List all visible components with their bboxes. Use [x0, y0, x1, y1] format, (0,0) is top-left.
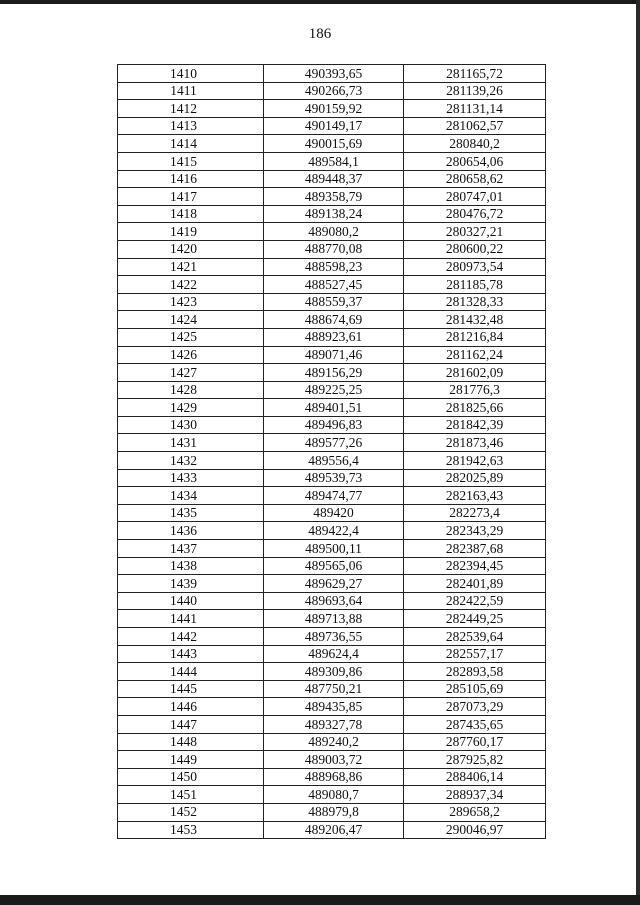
x-coordinate-cell: 489401,51 [264, 399, 404, 417]
y-coordinate-cell: 282401,89 [404, 575, 546, 593]
point-number-cell: 1413 [118, 117, 264, 135]
x-coordinate-cell: 489539,73 [264, 469, 404, 487]
table-row [118, 680, 546, 698]
table-row [118, 416, 546, 434]
y-coordinate-cell: 287925,82 [404, 751, 546, 769]
x-coordinate-cell: 489624,4 [264, 645, 404, 663]
table-row [118, 645, 546, 663]
y-coordinate-cell: 289658,2 [404, 803, 546, 821]
x-coordinate-cell: 489474,77 [264, 487, 404, 505]
point-number-cell: 1431 [118, 434, 264, 452]
y-coordinate-cell: 282163,43 [404, 487, 546, 505]
table-row [118, 170, 546, 188]
point-number-cell: 1410 [118, 65, 264, 83]
page-number: 186 [308, 26, 332, 42]
table-row [118, 152, 546, 170]
x-coordinate-cell: 489500,11 [264, 540, 404, 558]
y-coordinate-cell: 285105,69 [404, 680, 546, 698]
y-coordinate-cell: 280600,22 [404, 240, 546, 258]
table-row [118, 82, 546, 100]
table-row [118, 575, 546, 593]
point-number-cell: 1442 [118, 628, 264, 646]
y-coordinate-cell: 280658,62 [404, 170, 546, 188]
table-row [118, 258, 546, 276]
x-coordinate-cell: 489156,29 [264, 364, 404, 382]
table-row [118, 751, 546, 769]
point-number-cell: 1453 [118, 821, 264, 839]
point-number-cell: 1426 [118, 346, 264, 364]
point-number-cell: 1417 [118, 188, 264, 206]
y-coordinate-cell: 282273,4 [404, 504, 546, 522]
point-number-cell: 1422 [118, 276, 264, 294]
x-coordinate-cell: 489206,47 [264, 821, 404, 839]
x-coordinate-cell: 488979,8 [264, 803, 404, 821]
point-number-cell: 1438 [118, 557, 264, 575]
y-coordinate-cell: 288406,14 [404, 768, 546, 786]
x-coordinate-cell: 489225,25 [264, 381, 404, 399]
point-number-cell: 1448 [118, 733, 264, 751]
scan-edge-bottom [0, 895, 640, 905]
y-coordinate-cell: 281328,33 [404, 293, 546, 311]
table-row [118, 399, 546, 417]
coordinates-table [117, 64, 546, 839]
x-coordinate-cell: 489496,83 [264, 416, 404, 434]
table-row [118, 293, 546, 311]
table-row [118, 768, 546, 786]
x-coordinate-cell: 490393,65 [264, 65, 404, 83]
scan-edge-right [636, 0, 640, 905]
x-coordinate-cell: 488598,23 [264, 258, 404, 276]
table-row [118, 188, 546, 206]
table-row [118, 610, 546, 628]
y-coordinate-cell: 280654,06 [404, 152, 546, 170]
table-row [118, 540, 546, 558]
x-coordinate-cell: 490149,17 [264, 117, 404, 135]
x-coordinate-cell: 489565,06 [264, 557, 404, 575]
table-row [118, 628, 546, 646]
x-coordinate-cell: 489435,85 [264, 698, 404, 716]
x-coordinate-cell: 488923,61 [264, 328, 404, 346]
x-coordinate-cell: 489736,55 [264, 628, 404, 646]
point-number-cell: 1443 [118, 645, 264, 663]
x-coordinate-cell: 490266,73 [264, 82, 404, 100]
y-coordinate-cell: 281602,09 [404, 364, 546, 382]
point-number-cell: 1429 [118, 399, 264, 417]
table-row [118, 803, 546, 821]
y-coordinate-cell: 280840,2 [404, 135, 546, 153]
table-row [118, 223, 546, 241]
x-coordinate-cell: 489358,79 [264, 188, 404, 206]
x-coordinate-cell: 489448,37 [264, 170, 404, 188]
table-row [118, 346, 546, 364]
y-coordinate-cell: 282539,64 [404, 628, 546, 646]
y-coordinate-cell: 281062,57 [404, 117, 546, 135]
table-row [118, 469, 546, 487]
x-coordinate-cell: 488770,08 [264, 240, 404, 258]
y-coordinate-cell: 282422,59 [404, 592, 546, 610]
point-number-cell: 1414 [118, 135, 264, 153]
table-row [118, 434, 546, 452]
table-row [118, 205, 546, 223]
x-coordinate-cell: 489422,4 [264, 522, 404, 540]
coordinates-table-body [118, 65, 546, 839]
point-number-cell: 1432 [118, 452, 264, 470]
x-coordinate-cell: 489629,27 [264, 575, 404, 593]
table-row [118, 821, 546, 839]
y-coordinate-cell: 287435,65 [404, 715, 546, 733]
y-coordinate-cell: 281776,3 [404, 381, 546, 399]
point-number-cell: 1411 [118, 82, 264, 100]
table-row [118, 328, 546, 346]
y-coordinate-cell: 280973,54 [404, 258, 546, 276]
point-number-cell: 1452 [118, 803, 264, 821]
x-coordinate-cell: 488527,45 [264, 276, 404, 294]
point-number-cell: 1444 [118, 663, 264, 681]
point-number-cell: 1441 [118, 610, 264, 628]
table-row [118, 733, 546, 751]
x-coordinate-cell: 489240,2 [264, 733, 404, 751]
x-coordinate-cell: 489556,4 [264, 452, 404, 470]
y-coordinate-cell: 281842,39 [404, 416, 546, 434]
y-coordinate-cell: 282557,17 [404, 645, 546, 663]
point-number-cell: 1425 [118, 328, 264, 346]
table-row [118, 117, 546, 135]
y-coordinate-cell: 282893,58 [404, 663, 546, 681]
table-row [118, 276, 546, 294]
point-number-cell: 1424 [118, 311, 264, 329]
y-coordinate-cell: 281185,78 [404, 276, 546, 294]
point-number-cell: 1415 [118, 152, 264, 170]
y-coordinate-cell: 281162,24 [404, 346, 546, 364]
y-coordinate-cell: 281432,48 [404, 311, 546, 329]
point-number-cell: 1416 [118, 170, 264, 188]
table-row [118, 100, 546, 118]
x-coordinate-cell: 489327,78 [264, 715, 404, 733]
point-number-cell: 1423 [118, 293, 264, 311]
x-coordinate-cell: 489584,1 [264, 152, 404, 170]
table-row [118, 786, 546, 804]
table-row [118, 364, 546, 382]
point-number-cell: 1427 [118, 364, 264, 382]
point-number-cell: 1434 [118, 487, 264, 505]
table-row [118, 487, 546, 505]
table-row [118, 311, 546, 329]
point-number-cell: 1447 [118, 715, 264, 733]
point-number-cell: 1430 [118, 416, 264, 434]
point-number-cell: 1440 [118, 592, 264, 610]
x-coordinate-cell: 490015,69 [264, 135, 404, 153]
point-number-cell: 1412 [118, 100, 264, 118]
y-coordinate-cell: 281131,14 [404, 100, 546, 118]
point-number-cell: 1420 [118, 240, 264, 258]
point-number-cell: 1435 [118, 504, 264, 522]
x-coordinate-cell: 488559,37 [264, 293, 404, 311]
table-row [118, 504, 546, 522]
point-number-cell: 1436 [118, 522, 264, 540]
x-coordinate-cell: 489071,46 [264, 346, 404, 364]
y-coordinate-cell: 287760,17 [404, 733, 546, 751]
x-coordinate-cell: 489693,64 [264, 592, 404, 610]
y-coordinate-cell: 290046,97 [404, 821, 546, 839]
table-row [118, 381, 546, 399]
y-coordinate-cell: 282449,25 [404, 610, 546, 628]
table-row [118, 522, 546, 540]
y-coordinate-cell: 280476,72 [404, 205, 546, 223]
point-number-cell: 1419 [118, 223, 264, 241]
y-coordinate-cell: 281165,72 [404, 65, 546, 83]
y-coordinate-cell: 281216,84 [404, 328, 546, 346]
y-coordinate-cell: 288937,34 [404, 786, 546, 804]
table-row [118, 715, 546, 733]
y-coordinate-cell: 281873,46 [404, 434, 546, 452]
y-coordinate-cell: 282394,45 [404, 557, 546, 575]
y-coordinate-cell: 280327,21 [404, 223, 546, 241]
x-coordinate-cell: 488968,86 [264, 768, 404, 786]
y-coordinate-cell: 281942,63 [404, 452, 546, 470]
table-row [118, 698, 546, 716]
x-coordinate-cell: 489420 [264, 504, 404, 522]
x-coordinate-cell: 489577,26 [264, 434, 404, 452]
table-row [118, 557, 546, 575]
x-coordinate-cell: 489080,7 [264, 786, 404, 804]
point-number-cell: 1439 [118, 575, 264, 593]
x-coordinate-cell: 489713,88 [264, 610, 404, 628]
x-coordinate-cell: 489138,24 [264, 205, 404, 223]
point-number-cell: 1451 [118, 786, 264, 804]
y-coordinate-cell: 287073,29 [404, 698, 546, 716]
x-coordinate-cell: 490159,92 [264, 100, 404, 118]
y-coordinate-cell: 282025,89 [404, 469, 546, 487]
point-number-cell: 1450 [118, 768, 264, 786]
point-number-cell: 1449 [118, 751, 264, 769]
y-coordinate-cell: 282387,68 [404, 540, 546, 558]
point-number-cell: 1418 [118, 205, 264, 223]
x-coordinate-cell: 487750,21 [264, 680, 404, 698]
point-number-cell: 1433 [118, 469, 264, 487]
x-coordinate-cell: 488674,69 [264, 311, 404, 329]
y-coordinate-cell: 280747,01 [404, 188, 546, 206]
point-number-cell: 1446 [118, 698, 264, 716]
x-coordinate-cell: 489003,72 [264, 751, 404, 769]
y-coordinate-cell: 281825,66 [404, 399, 546, 417]
x-coordinate-cell: 489309,86 [264, 663, 404, 681]
table-row [118, 65, 546, 83]
table-row [118, 663, 546, 681]
table-row [118, 240, 546, 258]
table-row [118, 135, 546, 153]
point-number-cell: 1437 [118, 540, 264, 558]
x-coordinate-cell: 489080,2 [264, 223, 404, 241]
table-row [118, 452, 546, 470]
y-coordinate-cell: 282343,29 [404, 522, 546, 540]
table-row [118, 592, 546, 610]
point-number-cell: 1421 [118, 258, 264, 276]
y-coordinate-cell: 281139,26 [404, 82, 546, 100]
scan-edge-top [0, 0, 640, 4]
point-number-cell: 1445 [118, 680, 264, 698]
point-number-cell: 1428 [118, 381, 264, 399]
